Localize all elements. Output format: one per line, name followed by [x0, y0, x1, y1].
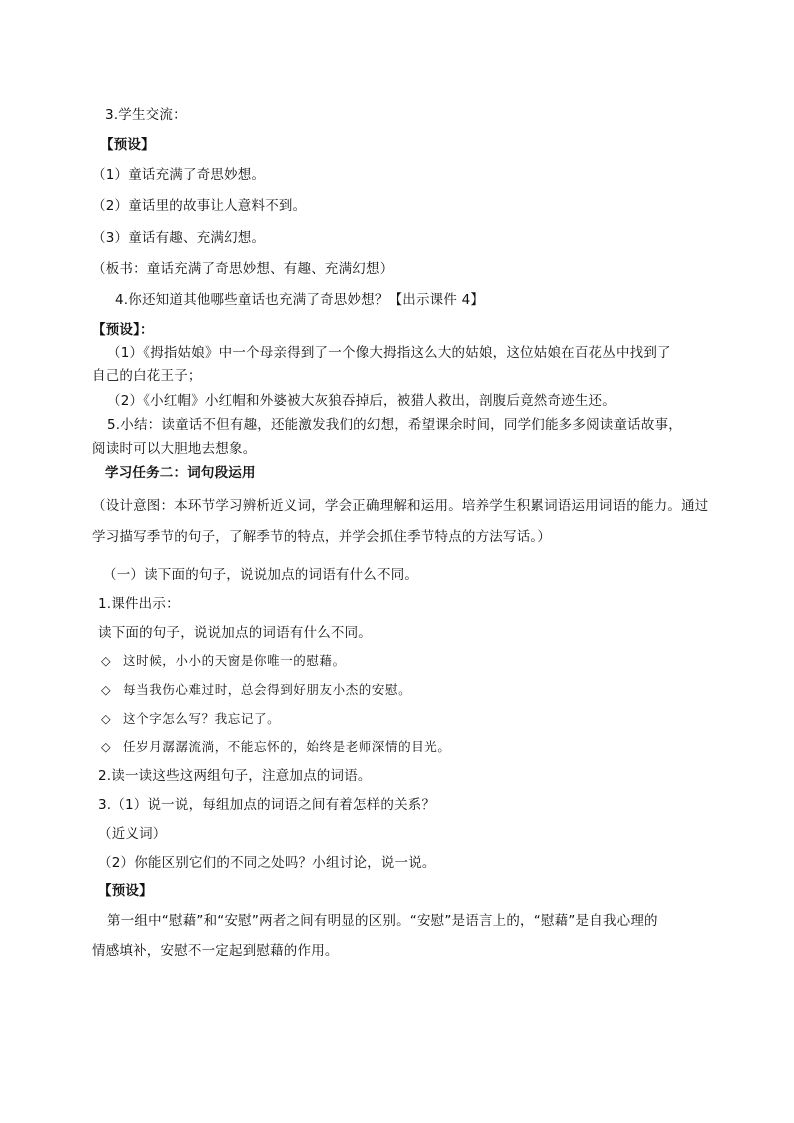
courseware-label: 1.课件出示：	[98, 596, 180, 612]
diamond-bullet-icon: ◇	[101, 739, 112, 754]
thumbelina-line-2: 自己的白花王子；	[92, 368, 202, 384]
task-2-heading: 学习任务二：词句段运用	[105, 465, 256, 481]
preset-item-2: （2）童话里的故事让人意料不到。	[92, 198, 307, 214]
design-intent-line-1: （设计意图：本环节学习辨析近义词，学会正确理解和运用。培养学生积累词语运用词语的能力。通过	[92, 498, 709, 514]
design-intent-line-2: 学习描写季节的句子，了解季节的特点，并学会抓住季节特点的方法写话。）	[92, 529, 552, 545]
analysis-line-2: 情感填补，安慰不一定起到慰藉的作用。	[92, 943, 339, 959]
preset-label-3: 【预设】	[98, 883, 153, 899]
preset-label: 【预设】	[100, 137, 155, 153]
example-sentence-2	[101, 681, 411, 699]
diamond-bullet-icon: ◇	[101, 653, 112, 668]
step-2-read: 2.读一读这些这两组句子，注意加点的词语。	[98, 768, 372, 784]
diamond-bullet-icon: ◇	[101, 711, 112, 726]
analysis-line-1: 第一组中“慰藉”和“安慰”两者之间有明显的区别。“安慰”是语言上的，“慰藉”是自我心理的	[107, 913, 658, 929]
section-1-heading: （一）读下面的句子，说说加点的词语有什么不同。	[103, 567, 419, 583]
sentence-text: 这时候，小小的天窗是你唯一的慰藉。	[123, 653, 346, 668]
preset-item-1: （1）童话充满了奇思妙想。	[92, 167, 266, 183]
sentence-text: 任岁月潺潺流淌，不能忘怀的，始终是老师深情的目光。	[123, 739, 451, 754]
sentence-text: 这个字怎么写？我忘记了。	[123, 711, 281, 726]
summary-line-2: 阅读时可以大胆地去想象。	[92, 441, 257, 457]
example-sentence-1	[101, 652, 346, 670]
summary-line-1: 5.小结：读童话不但有趣，还能激发我们的幻想，希望课余时间，同学们能多多阅读童话故事，	[107, 417, 682, 433]
step-3-heading: 3.学生交流：	[105, 107, 187, 123]
synonym-answer: （近义词）	[98, 826, 167, 842]
step-3-question-2: （2）你能区别它们的不同之处吗？小组讨论，说一说。	[98, 855, 436, 871]
example-sentence-3	[101, 710, 280, 728]
example-sentence-4	[101, 738, 451, 756]
sentence-text: 每当我伤心难过时，总会得到好朋友小杰的安慰。	[123, 682, 412, 697]
blackboard-note: （板书：童话充满了奇思妙想、有趣、充满幻想）	[92, 261, 394, 277]
preset-item-3: （3）童话有趣、充满幻想。	[92, 230, 266, 246]
thumbelina-line-1: （1）《拇指姑娘》中一个母亲得到了一个像大拇指这么大的姑娘，这位姑娘在百花丛中找到了	[107, 345, 671, 361]
red-riding-hood-line: （2）《小红帽》小红帽和外婆被大灰狼吞掉后，被猎人救出，剖腹后竟然奇迹生还。	[107, 393, 616, 409]
preset-label-2: 【预设】：	[92, 322, 154, 338]
courseware-prompt: 读下面的句子，说说加点的词语有什么不同。	[98, 625, 372, 641]
step-4-question: 4.你还知道其他哪些童话也充满了奇思妙想？【出示课件 4】	[115, 292, 485, 308]
step-3-question-1: 3.（1）说一说，每组加点的词语之间有着怎样的关系？	[98, 797, 436, 813]
diamond-bullet-icon: ◇	[101, 682, 112, 697]
